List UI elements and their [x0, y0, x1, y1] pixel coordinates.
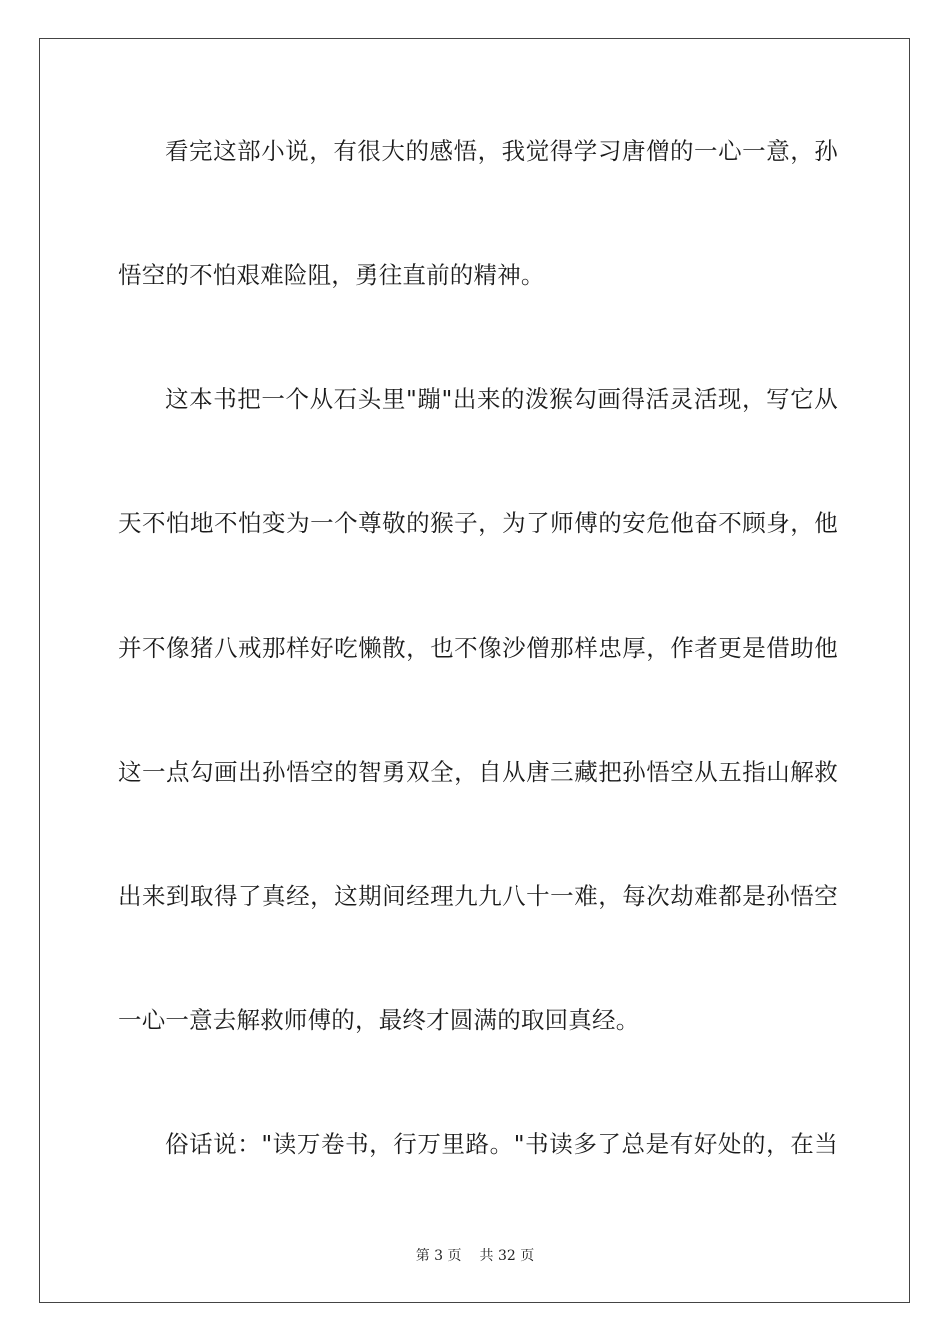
page-footer	[0, 1247, 950, 1265]
paragraph-line: 俗话说："读万卷书，行万里路。"书读多了总是有好处的，在当	[165, 1130, 838, 1158]
page-number: 第 3 页	[415, 1248, 462, 1264]
paragraph-line: 天不怕地不怕变为一个尊敬的猴子，为了师傅的安危他奋不顾身，他	[118, 509, 838, 537]
paragraph-line: 并不像猪八戒那样好吃懒散，也不像沙僧那样忠厚，作者更是借助他	[118, 634, 838, 662]
page-frame	[39, 38, 910, 1303]
paragraph-line: 一心一意去解救师傅的，最终才圆满的取回真经。	[118, 1006, 640, 1034]
page-total: 共 32 页	[479, 1248, 535, 1264]
paragraph-line: 出来到取得了真经，这期间经理九九八十一难，每次劫难都是孙悟空	[118, 882, 838, 910]
paragraph-line: 这一点勾画出孙悟空的智勇双全，自从唐三藏把孙悟空从五指山解救	[118, 758, 838, 786]
paragraph-line: 悟空的不怕艰难险阻，勇往直前的精神。	[118, 261, 545, 289]
paragraph-line: 看完这部小说，有很大的感悟，我觉得学习唐僧的一心一意，孙	[165, 137, 838, 165]
paragraph-line: 这本书把一个从石头里"蹦"出来的泼猴勾画得活灵活现，写它从	[165, 385, 838, 413]
